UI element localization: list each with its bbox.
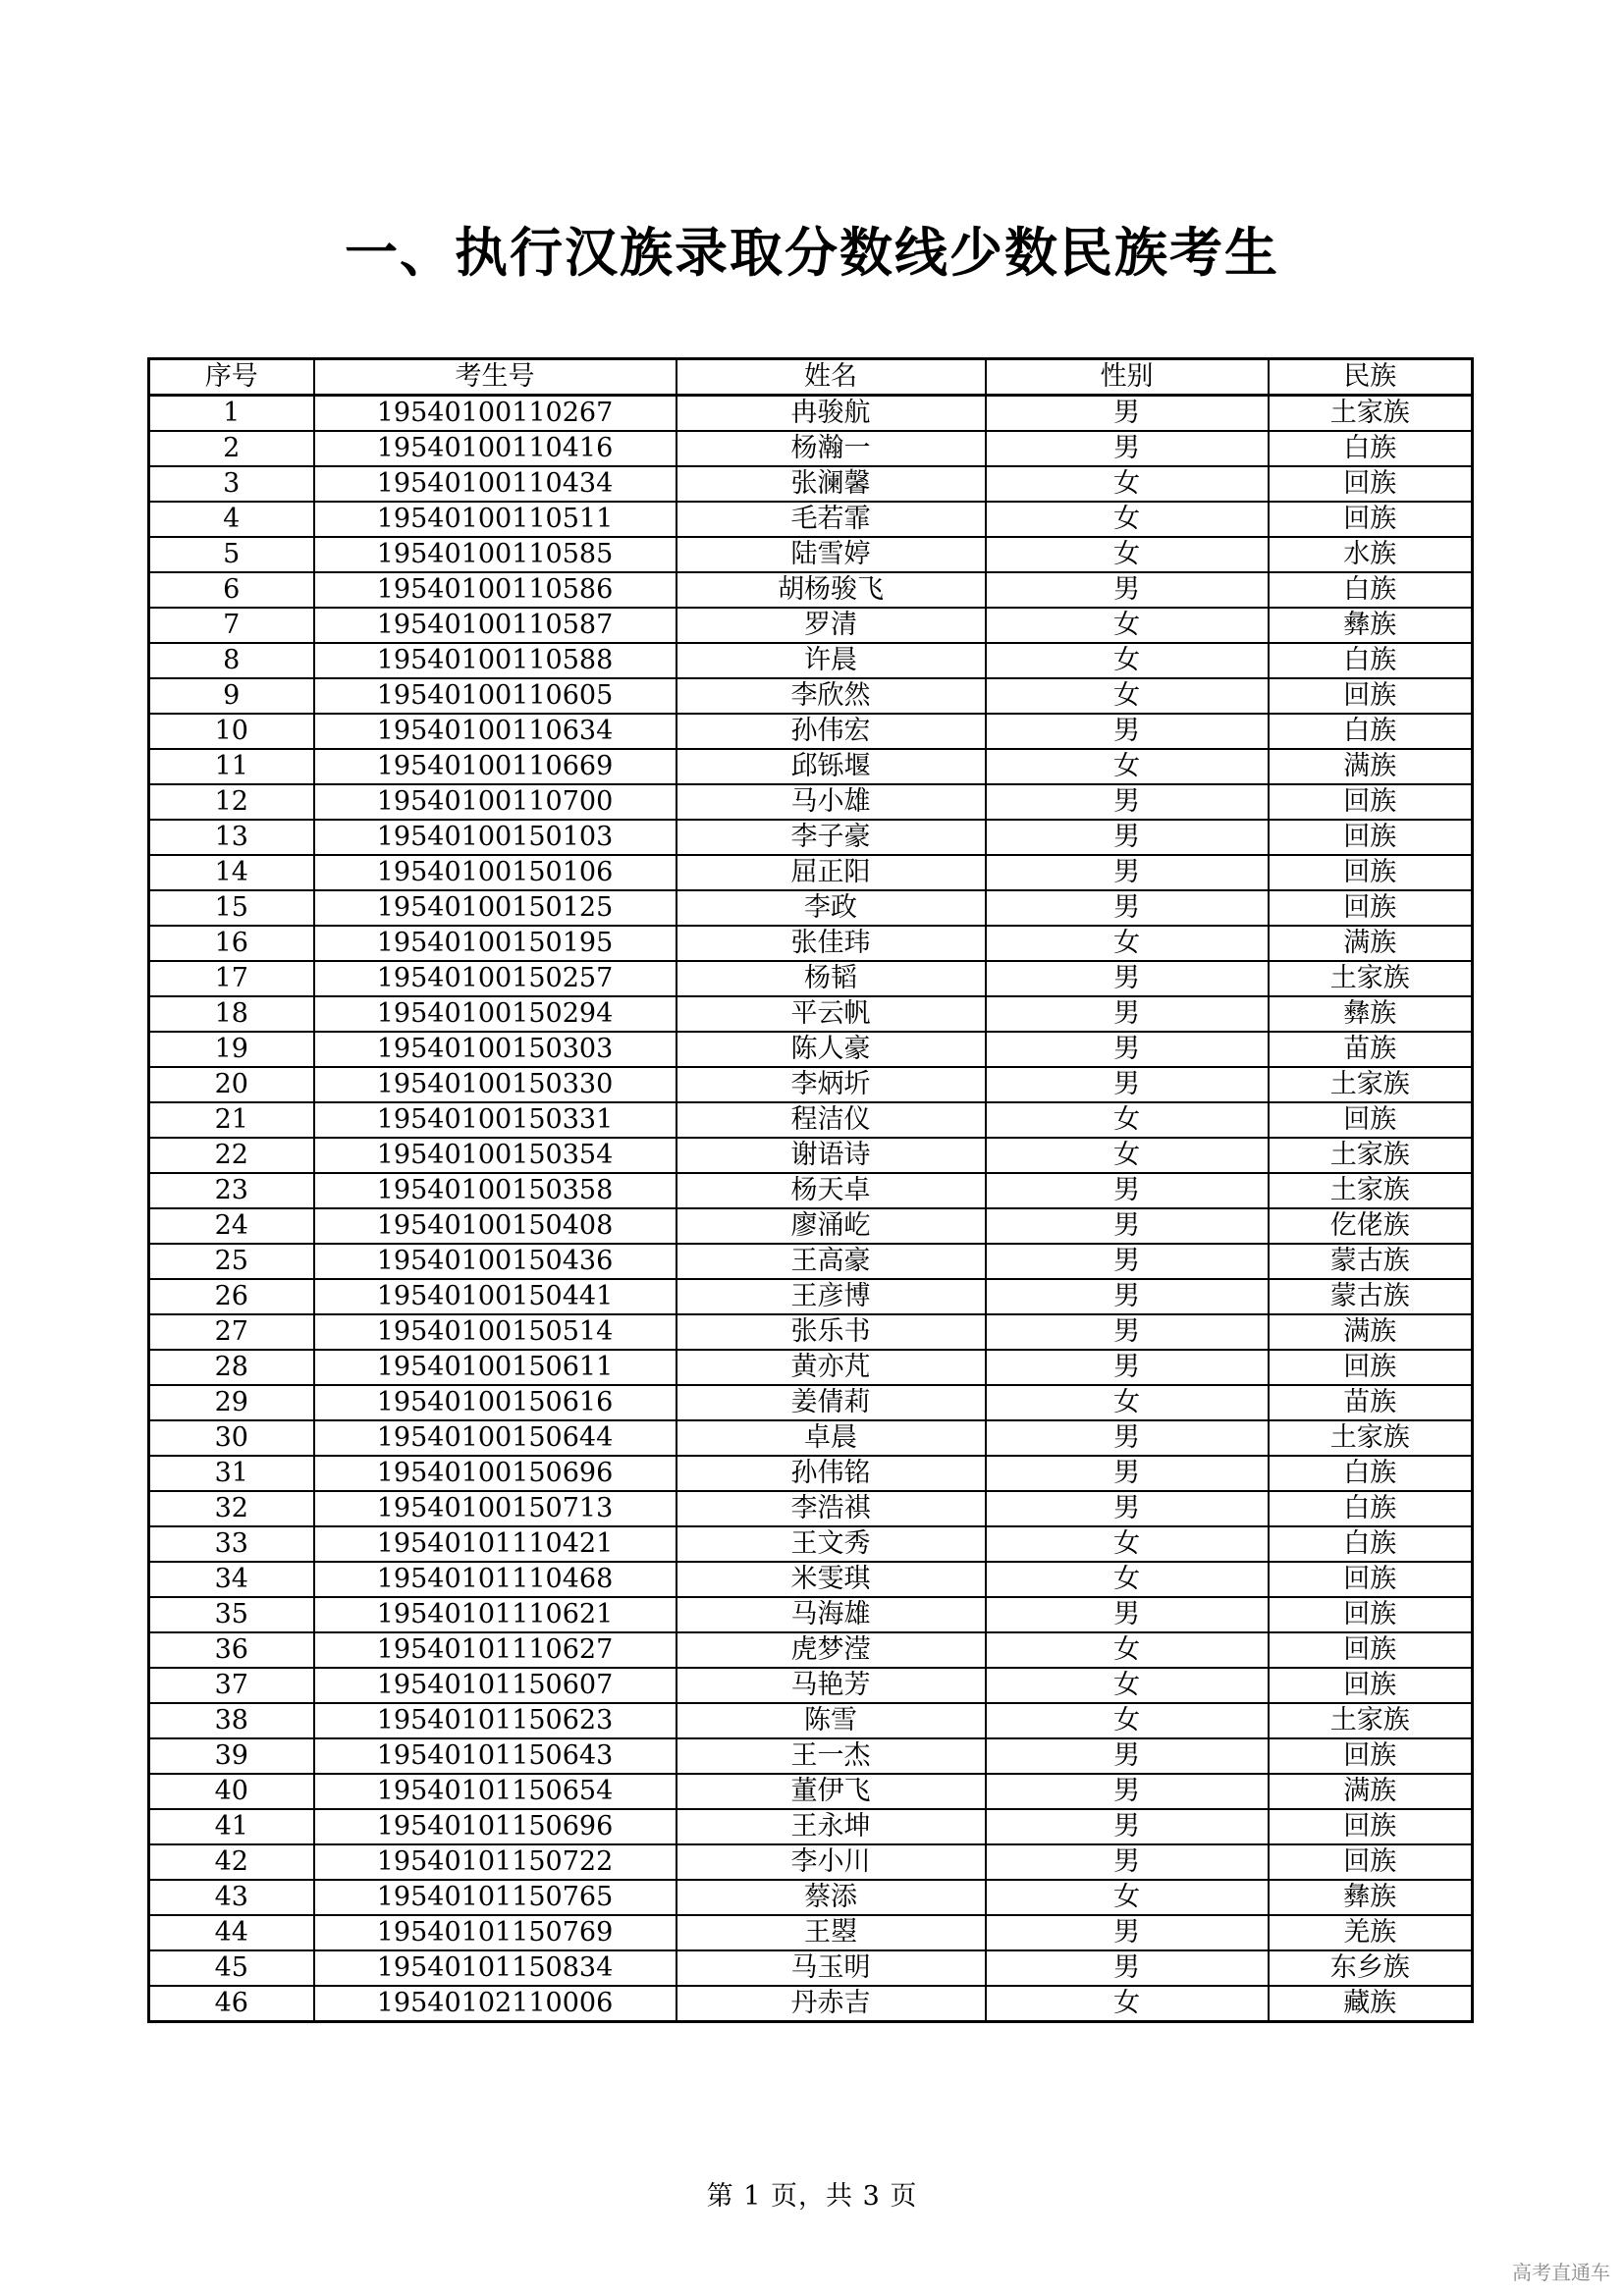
table-row [149, 1173, 1473, 1208]
table-row [149, 1526, 1473, 1562]
cell-gender: 男 [986, 396, 1269, 432]
cell-gender: 女 [986, 1102, 1269, 1138]
cell-name: 姜倩莉 [677, 1385, 986, 1420]
page-footer: 第 1 页，共 3 页 [706, 2181, 918, 2212]
cell-gender: 男 [986, 1597, 1269, 1632]
cell-name: 王高豪 [677, 1244, 986, 1279]
cell-candidate-number: 19540100150103 [314, 820, 677, 855]
table-row [149, 1950, 1473, 1986]
table-row [149, 502, 1473, 537]
cell-gender: 男 [986, 1032, 1269, 1067]
table-row [149, 1420, 1473, 1456]
cell-candidate-number: 19540100110586 [314, 572, 677, 608]
cell-ethnicity: 回族 [1269, 1562, 1473, 1597]
cell-serial-number: 5 [149, 537, 314, 572]
cell-serial-number: 13 [149, 820, 314, 855]
cell-candidate-number: 19540101110621 [314, 1597, 677, 1632]
cell-gender: 男 [986, 1915, 1269, 1950]
cell-serial-number: 45 [149, 1950, 314, 1986]
cell-candidate-number: 19540100110634 [314, 714, 677, 749]
cell-gender: 女 [986, 1668, 1269, 1703]
cell-gender: 男 [986, 855, 1269, 890]
cell-ethnicity: 藏族 [1269, 1986, 1473, 2022]
cell-name: 王曌 [677, 1915, 986, 1950]
column-header-name: 姓名 [677, 359, 986, 396]
cell-ethnicity: 土家族 [1269, 1138, 1473, 1173]
cell-gender: 男 [986, 431, 1269, 466]
table-row [149, 1774, 1473, 1809]
table-row [149, 1915, 1473, 1950]
cell-ethnicity: 苗族 [1269, 1032, 1473, 1067]
cell-name: 王永坤 [677, 1809, 986, 1844]
cell-candidate-number: 19540101150607 [314, 1668, 677, 1703]
cell-name: 李政 [677, 890, 986, 926]
table-row [149, 396, 1473, 432]
cell-candidate-number: 19540100110669 [314, 749, 677, 784]
column-header-serial-number: 序号 [149, 359, 314, 396]
cell-ethnicity: 蒙古族 [1269, 1279, 1473, 1314]
cell-ethnicity: 白族 [1269, 714, 1473, 749]
cell-serial-number: 39 [149, 1738, 314, 1774]
column-header-gender: 性别 [986, 359, 1269, 396]
cell-ethnicity: 仡佬族 [1269, 1208, 1473, 1244]
table-row [149, 1562, 1473, 1597]
table-row [149, 890, 1473, 926]
cell-name: 李子豪 [677, 820, 986, 855]
cell-candidate-number: 19540101110468 [314, 1562, 677, 1597]
cell-ethnicity: 土家族 [1269, 1703, 1473, 1738]
cell-name: 孙伟宏 [677, 714, 986, 749]
cell-serial-number: 16 [149, 926, 314, 961]
cell-serial-number: 44 [149, 1915, 314, 1950]
table-row [149, 1668, 1473, 1703]
cell-ethnicity: 水族 [1269, 537, 1473, 572]
cell-ethnicity: 土家族 [1269, 396, 1473, 432]
cell-ethnicity: 土家族 [1269, 961, 1473, 996]
cell-ethnicity: 土家族 [1269, 1067, 1473, 1102]
cell-serial-number: 1 [149, 396, 314, 432]
cell-candidate-number: 19540102110006 [314, 1986, 677, 2022]
cell-gender: 女 [986, 502, 1269, 537]
cell-gender: 女 [986, 643, 1269, 678]
cell-gender: 男 [986, 572, 1269, 608]
cell-ethnicity: 白族 [1269, 1491, 1473, 1526]
table-body [149, 396, 1473, 2022]
table-row [149, 1456, 1473, 1491]
cell-gender: 男 [986, 784, 1269, 820]
cell-ethnicity: 回族 [1269, 1597, 1473, 1632]
cell-name: 胡杨骏飞 [677, 572, 986, 608]
table-row [149, 1597, 1473, 1632]
cell-name: 马海雄 [677, 1597, 986, 1632]
watermark: 高考直通车 [1512, 2261, 1610, 2284]
cell-ethnicity: 白族 [1269, 431, 1473, 466]
cell-ethnicity: 满族 [1269, 1774, 1473, 1809]
cell-candidate-number: 19540100150358 [314, 1173, 677, 1208]
cell-name: 董伊飞 [677, 1774, 986, 1809]
cell-candidate-number: 19540100110700 [314, 784, 677, 820]
cell-ethnicity: 彝族 [1269, 608, 1473, 643]
cell-candidate-number: 19540100150195 [314, 926, 677, 961]
cell-name: 屈正阳 [677, 855, 986, 890]
cell-ethnicity: 回族 [1269, 1350, 1473, 1385]
cell-serial-number: 40 [149, 1774, 314, 1809]
cell-candidate-number: 19540101150834 [314, 1950, 677, 1986]
table-row [149, 820, 1473, 855]
cell-serial-number: 10 [149, 714, 314, 749]
cell-name: 杨韬 [677, 961, 986, 996]
table-row [149, 431, 1473, 466]
table-row [149, 714, 1473, 749]
cell-candidate-number: 19540101150643 [314, 1738, 677, 1774]
cell-ethnicity: 回族 [1269, 1738, 1473, 1774]
cell-serial-number: 2 [149, 431, 314, 466]
cell-serial-number: 14 [149, 855, 314, 890]
cell-serial-number: 43 [149, 1880, 314, 1915]
cell-ethnicity: 回族 [1269, 784, 1473, 820]
cell-candidate-number: 19540100110585 [314, 537, 677, 572]
cell-gender: 女 [986, 678, 1269, 714]
cell-ethnicity: 彝族 [1269, 996, 1473, 1032]
table-row [149, 855, 1473, 890]
table-row [149, 926, 1473, 961]
cell-ethnicity: 回族 [1269, 890, 1473, 926]
cell-gender: 男 [986, 1173, 1269, 1208]
cell-serial-number: 19 [149, 1032, 314, 1067]
cell-name: 杨瀚一 [677, 431, 986, 466]
cell-candidate-number: 19540100150408 [314, 1208, 677, 1244]
cell-candidate-number: 19540100150330 [314, 1067, 677, 1102]
cell-candidate-number: 19540100150514 [314, 1314, 677, 1350]
cell-name: 蔡添 [677, 1880, 986, 1915]
cell-serial-number: 34 [149, 1562, 314, 1597]
candidate-table [147, 357, 1474, 2023]
cell-ethnicity: 蒙古族 [1269, 1244, 1473, 1279]
cell-serial-number: 23 [149, 1173, 314, 1208]
cell-name: 张乐书 [677, 1314, 986, 1350]
cell-serial-number: 11 [149, 749, 314, 784]
cell-serial-number: 33 [149, 1526, 314, 1562]
cell-name: 程洁仪 [677, 1102, 986, 1138]
cell-serial-number: 35 [149, 1597, 314, 1632]
cell-ethnicity: 羌族 [1269, 1915, 1473, 1950]
cell-candidate-number: 19540100150616 [314, 1385, 677, 1420]
cell-serial-number: 29 [149, 1385, 314, 1420]
cell-name: 黄亦芃 [677, 1350, 986, 1385]
cell-candidate-number: 19540100150436 [314, 1244, 677, 1279]
cell-gender: 男 [986, 1420, 1269, 1456]
cell-candidate-number: 19540100150106 [314, 855, 677, 890]
cell-ethnicity: 回族 [1269, 678, 1473, 714]
cell-name: 许晨 [677, 643, 986, 678]
table-row [149, 678, 1473, 714]
cell-gender: 男 [986, 961, 1269, 996]
cell-name: 罗清 [677, 608, 986, 643]
cell-gender: 女 [986, 1526, 1269, 1562]
cell-gender: 女 [986, 1385, 1269, 1420]
cell-gender: 女 [986, 926, 1269, 961]
cell-name: 陈雪 [677, 1703, 986, 1738]
cell-candidate-number: 19540101150696 [314, 1809, 677, 1844]
cell-candidate-number: 19540100150713 [314, 1491, 677, 1526]
cell-serial-number: 9 [149, 678, 314, 714]
cell-name: 马小雄 [677, 784, 986, 820]
cell-candidate-number: 19540101110421 [314, 1526, 677, 1562]
cell-name: 孙伟铭 [677, 1456, 986, 1491]
cell-name: 马玉明 [677, 1950, 986, 1986]
table-row [149, 1809, 1473, 1844]
cell-name: 冉骏航 [677, 396, 986, 432]
cell-serial-number: 17 [149, 961, 314, 996]
cell-name: 陆雪婷 [677, 537, 986, 572]
cell-name: 卓晨 [677, 1420, 986, 1456]
table-row [149, 466, 1473, 502]
cell-ethnicity: 回族 [1269, 1632, 1473, 1668]
table-row [149, 1032, 1473, 1067]
cell-candidate-number: 19540101150769 [314, 1915, 677, 1950]
table-row [149, 1279, 1473, 1314]
cell-name: 丹赤吉 [677, 1986, 986, 2022]
cell-gender: 女 [986, 1880, 1269, 1915]
cell-name: 王文秀 [677, 1526, 986, 1562]
cell-serial-number: 8 [149, 643, 314, 678]
cell-candidate-number: 19540100150696 [314, 1456, 677, 1491]
cell-gender: 女 [986, 1562, 1269, 1597]
column-header-candidate-number: 考生号 [314, 359, 677, 396]
cell-candidate-number: 19540101150765 [314, 1880, 677, 1915]
table-row [149, 1314, 1473, 1350]
cell-ethnicity: 回族 [1269, 466, 1473, 502]
cell-candidate-number: 19540100150611 [314, 1350, 677, 1385]
table-row [149, 1385, 1473, 1420]
cell-gender: 男 [986, 996, 1269, 1032]
cell-candidate-number: 19540100150125 [314, 890, 677, 926]
cell-serial-number: 3 [149, 466, 314, 502]
table-row [149, 1138, 1473, 1173]
cell-ethnicity: 东乡族 [1269, 1950, 1473, 1986]
cell-serial-number: 36 [149, 1632, 314, 1668]
cell-gender: 男 [986, 1279, 1269, 1314]
cell-gender: 男 [986, 890, 1269, 926]
cell-gender: 男 [986, 1067, 1269, 1102]
cell-gender: 女 [986, 1138, 1269, 1173]
cell-serial-number: 31 [149, 1456, 314, 1491]
cell-serial-number: 42 [149, 1844, 314, 1880]
cell-candidate-number: 19540101150722 [314, 1844, 677, 1880]
cell-gender: 男 [986, 1350, 1269, 1385]
cell-ethnicity: 满族 [1269, 926, 1473, 961]
cell-ethnicity: 白族 [1269, 1526, 1473, 1562]
cell-gender: 男 [986, 1738, 1269, 1774]
cell-candidate-number: 19540101110627 [314, 1632, 677, 1668]
table-row [149, 572, 1473, 608]
table-row [149, 1244, 1473, 1279]
cell-candidate-number: 19540100150331 [314, 1102, 677, 1138]
cell-candidate-number: 19540100110416 [314, 431, 677, 466]
cell-ethnicity: 回族 [1269, 820, 1473, 855]
cell-serial-number: 37 [149, 1668, 314, 1703]
cell-ethnicity: 白族 [1269, 1456, 1473, 1491]
cell-candidate-number: 19540100150257 [314, 961, 677, 996]
cell-candidate-number: 19540100150294 [314, 996, 677, 1032]
cell-serial-number: 20 [149, 1067, 314, 1102]
cell-ethnicity: 回族 [1269, 1809, 1473, 1844]
table-row [149, 1844, 1473, 1880]
cell-ethnicity: 回族 [1269, 1668, 1473, 1703]
cell-gender: 男 [986, 820, 1269, 855]
cell-candidate-number: 19540100110587 [314, 608, 677, 643]
cell-candidate-number: 19540101150623 [314, 1703, 677, 1738]
cell-gender: 男 [986, 1844, 1269, 1880]
cell-name: 王一杰 [677, 1738, 986, 1774]
document-title: 一、执行汉族录取分数线少数民族考生 [345, 222, 1279, 284]
cell-gender: 女 [986, 537, 1269, 572]
cell-candidate-number: 19540100150441 [314, 1279, 677, 1314]
table-row [149, 1632, 1473, 1668]
cell-candidate-number: 19540100150303 [314, 1032, 677, 1067]
cell-candidate-number: 19540101150654 [314, 1774, 677, 1809]
cell-serial-number: 25 [149, 1244, 314, 1279]
cell-serial-number: 38 [149, 1703, 314, 1738]
cell-candidate-number: 19540100110267 [314, 396, 677, 432]
cell-serial-number: 46 [149, 1986, 314, 2022]
table-row [149, 1350, 1473, 1385]
cell-name: 李小川 [677, 1844, 986, 1880]
cell-name: 张澜馨 [677, 466, 986, 502]
table-header-row [149, 359, 1473, 396]
cell-name: 虎梦滢 [677, 1632, 986, 1668]
cell-ethnicity: 回族 [1269, 855, 1473, 890]
table-row [149, 784, 1473, 820]
cell-serial-number: 32 [149, 1491, 314, 1526]
cell-ethnicity: 回族 [1269, 502, 1473, 537]
cell-serial-number: 26 [149, 1279, 314, 1314]
cell-gender: 男 [986, 714, 1269, 749]
table-row [149, 1208, 1473, 1244]
cell-ethnicity: 回族 [1269, 1102, 1473, 1138]
cell-gender: 男 [986, 1456, 1269, 1491]
cell-ethnicity: 满族 [1269, 1314, 1473, 1350]
cell-serial-number: 27 [149, 1314, 314, 1350]
table-row [149, 1102, 1473, 1138]
cell-serial-number: 22 [149, 1138, 314, 1173]
cell-candidate-number: 19540100110511 [314, 502, 677, 537]
table-row [149, 1738, 1473, 1774]
column-header-ethnicity: 民族 [1269, 359, 1473, 396]
cell-candidate-number: 19540100110588 [314, 643, 677, 678]
cell-name: 李浩祺 [677, 1491, 986, 1526]
cell-ethnicity: 白族 [1269, 643, 1473, 678]
cell-ethnicity: 土家族 [1269, 1173, 1473, 1208]
cell-serial-number: 30 [149, 1420, 314, 1456]
cell-serial-number: 24 [149, 1208, 314, 1244]
cell-serial-number: 21 [149, 1102, 314, 1138]
cell-gender: 男 [986, 1809, 1269, 1844]
cell-candidate-number: 19540100150644 [314, 1420, 677, 1456]
table-row [149, 643, 1473, 678]
table-row [149, 996, 1473, 1032]
cell-serial-number: 15 [149, 890, 314, 926]
cell-gender: 女 [986, 1703, 1269, 1738]
cell-ethnicity: 回族 [1269, 1844, 1473, 1880]
cell-name: 李欣然 [677, 678, 986, 714]
cell-name: 米雯琪 [677, 1562, 986, 1597]
table-row [149, 1491, 1473, 1526]
table-row [149, 961, 1473, 996]
cell-gender: 女 [986, 1986, 1269, 2022]
cell-gender: 男 [986, 1244, 1269, 1279]
table-row [149, 1986, 1473, 2022]
cell-gender: 女 [986, 608, 1269, 643]
cell-serial-number: 18 [149, 996, 314, 1032]
table-row [149, 1703, 1473, 1738]
cell-serial-number: 12 [149, 784, 314, 820]
cell-name: 马艳芳 [677, 1668, 986, 1703]
cell-serial-number: 6 [149, 572, 314, 608]
cell-name: 杨天卓 [677, 1173, 986, 1208]
cell-name: 廖涌屹 [677, 1208, 986, 1244]
cell-gender: 男 [986, 1314, 1269, 1350]
table-row [149, 1880, 1473, 1915]
cell-ethnicity: 彝族 [1269, 1880, 1473, 1915]
cell-ethnicity: 满族 [1269, 749, 1473, 784]
cell-name: 谢语诗 [677, 1138, 986, 1173]
cell-serial-number: 28 [149, 1350, 314, 1385]
cell-gender: 女 [986, 1632, 1269, 1668]
cell-gender: 男 [986, 1774, 1269, 1809]
table-row [149, 537, 1473, 572]
cell-name: 王彦博 [677, 1279, 986, 1314]
cell-candidate-number: 19540100110605 [314, 678, 677, 714]
cell-name: 陈人豪 [677, 1032, 986, 1067]
cell-name: 毛若霏 [677, 502, 986, 537]
cell-name: 平云帆 [677, 996, 986, 1032]
table-row [149, 608, 1473, 643]
cell-name: 李炳圻 [677, 1067, 986, 1102]
cell-candidate-number: 19540100150354 [314, 1138, 677, 1173]
cell-gender: 女 [986, 466, 1269, 502]
cell-gender: 男 [986, 1491, 1269, 1526]
cell-name: 张佳玮 [677, 926, 986, 961]
table-row [149, 1067, 1473, 1102]
cell-name: 邱铄堰 [677, 749, 986, 784]
cell-ethnicity: 白族 [1269, 572, 1473, 608]
table-row [149, 749, 1473, 784]
cell-serial-number: 4 [149, 502, 314, 537]
cell-gender: 男 [986, 1950, 1269, 1986]
cell-ethnicity: 苗族 [1269, 1385, 1473, 1420]
cell-gender: 女 [986, 749, 1269, 784]
cell-serial-number: 7 [149, 608, 314, 643]
cell-serial-number: 41 [149, 1809, 314, 1844]
cell-gender: 男 [986, 1208, 1269, 1244]
cell-candidate-number: 19540100110434 [314, 466, 677, 502]
cell-ethnicity: 土家族 [1269, 1420, 1473, 1456]
